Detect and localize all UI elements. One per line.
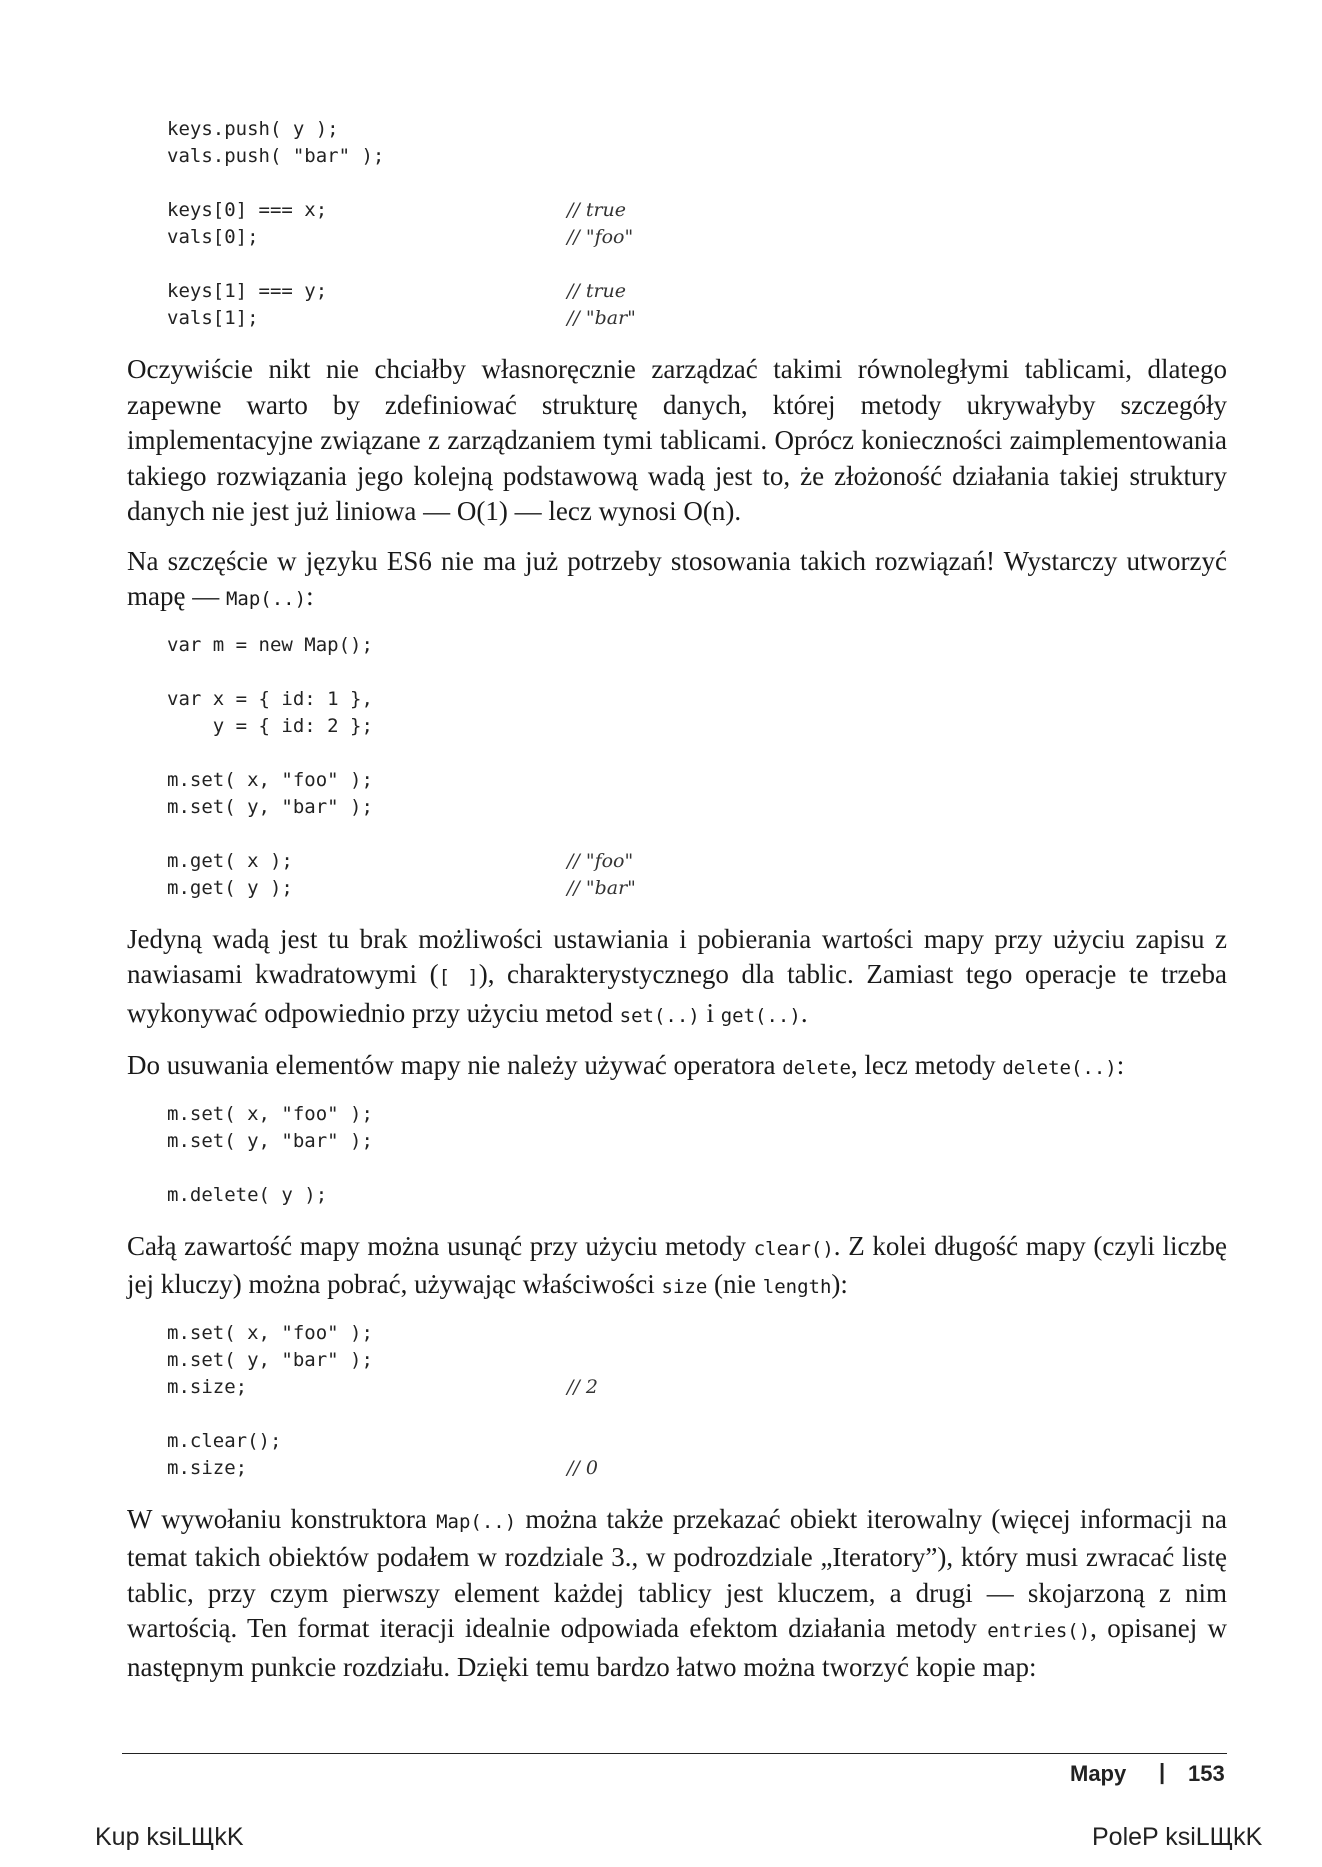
code-text: m.set( y, "bar" ); <box>167 1129 373 1152</box>
code-comment: // 0 <box>567 1456 598 1479</box>
paragraph-text: : <box>1116 1050 1125 1080</box>
code-text: m.get( x ); <box>167 849 293 872</box>
paragraph-text: , lecz metody <box>850 1050 1003 1080</box>
paragraph-text: Na szczęście w języku ES6 nie ma już potrzeby stosowania takich rozwiązań! Wystarczy utworzyć mapę — <box>127 545 1227 611</box>
code-line <box>167 659 1227 686</box>
paragraph <box>127 1048 1227 1087</box>
paragraph-text: można także przekazać obiekt iterowalny (więcej informacji na temat takich obiektów podałem w rozdziale 3., w podrozdziale „Iteratory”), który musi zwracać listę tablic, przy czym pierwszy element każdej tablicy jest kluczem, a drugi — skojarzoną z nim wartością. Ten format iteracji idealnie odpowiada efektom działania metody <box>127 1503 1227 1643</box>
code-text: m.set( x, "foo" ); <box>167 768 373 791</box>
code-text: m.size; <box>167 1456 248 1479</box>
paragraph <box>127 1502 1227 1686</box>
page-content <box>127 116 1227 1685</box>
code-line <box>167 278 1227 305</box>
code-block <box>167 116 1227 332</box>
code-text: m.size; <box>167 1375 248 1398</box>
code-text: m.get( y ); <box>167 876 293 899</box>
code-line <box>167 1455 1227 1482</box>
code-line <box>167 197 1227 224</box>
code-line <box>167 767 1227 794</box>
paragraph-text: Jedyną wadą jest tu brak możliwości ustawiania i pobierania wartości mapy przy użyciu zapisu z nawiasami kwadratowymi ( <box>127 923 1227 989</box>
code-line <box>167 713 1227 740</box>
code-text: m.set( x, "foo" ); <box>167 1102 373 1125</box>
code-line <box>167 143 1227 170</box>
inline-code: [ ] <box>438 966 479 988</box>
buy-book-link[interactable]: Kup ksiLЩkK <box>95 1823 244 1851</box>
code-text: m.clear(); <box>167 1429 282 1452</box>
code-line <box>167 1320 1227 1347</box>
code-text: var m = new Map(); <box>167 633 373 656</box>
paragraph-text: . <box>800 997 808 1028</box>
paragraph-text: Do usuwania elementów mapy nie należy używać operatora <box>127 1050 783 1080</box>
code-line <box>167 1374 1227 1401</box>
footer-rule <box>122 1753 1227 1754</box>
paragraph-text: Całą zawartość mapy można usunąć przy użyciu metody <box>127 1230 754 1261</box>
code-line <box>167 1128 1227 1155</box>
inline-code: clear() <box>753 1237 834 1260</box>
inline-code: size <box>661 1276 708 1298</box>
code-line <box>167 170 1227 197</box>
paragraph <box>127 922 1227 1035</box>
code-line <box>167 305 1227 332</box>
code-line <box>167 224 1227 251</box>
inline-code: Map(..) <box>225 588 307 610</box>
paragraph <box>127 544 1227 618</box>
code-line <box>167 1182 1227 1209</box>
code-text: m.delete( y ); <box>167 1183 328 1206</box>
inline-code: delete(..) <box>1002 1057 1117 1079</box>
paragraph <box>127 1229 1227 1306</box>
footer-separator: | <box>1159 1759 1166 1784</box>
inline-code: delete <box>782 1057 851 1079</box>
code-line <box>167 1401 1227 1428</box>
code-line <box>167 848 1227 875</box>
paragraph-text: Oczywiście nikt nie chciałby własnoręcznie zarządzać takimi równoległymi tablicami, dlatego zapewne warto by zdefiniować strukturę danych, której metody ukrywałyby szczegóły implementacyjne związane z zarządzaniem tymi tablicami. Oprócz konieczności zaimplementowania takiego rozwiązania jego kolejną podstawową wadą jest to, że złożoność działania takiej struktury danych nie jest już liniowa — O(1) — lecz wynosi O(n). <box>127 354 1227 526</box>
code-line <box>167 1347 1227 1374</box>
code-text: vals[1]; <box>167 307 259 329</box>
code-text: m.set( y, "bar" ); <box>167 1348 373 1371</box>
code-line <box>167 1155 1227 1182</box>
footer-section-title: Mapy <box>1070 1761 1127 1786</box>
code-comment: // "bar" <box>567 876 636 899</box>
paragraph-text: , opisanej w następnym punkcie rozdziału. Dzięki temu bardzo łatwo można tworzyć kopie map: <box>127 1613 1227 1682</box>
code-text: keys.push( y ); <box>167 118 339 140</box>
code-line <box>167 251 1227 278</box>
code-line <box>167 821 1227 848</box>
paragraph-text: i <box>699 997 721 1028</box>
code-text: m.set( x, "foo" ); <box>167 1321 373 1344</box>
code-comment: // 2 <box>567 1375 598 1398</box>
code-text: m.set( y, "bar" ); <box>167 795 373 818</box>
inline-code: entries() <box>987 1620 1091 1642</box>
paragraph-text: . Z kolei długość mapy (czyli liczbę jej kluczy) można pobrać, używając właściwości <box>127 1230 1227 1299</box>
code-line <box>167 1101 1227 1128</box>
code-line <box>167 116 1227 143</box>
paragraph-text: W wywołaniu konstruktora <box>127 1503 437 1534</box>
code-line <box>167 740 1227 767</box>
code-line <box>167 794 1227 821</box>
code-text: vals[0]; <box>167 226 259 248</box>
code-line <box>167 1428 1227 1455</box>
code-comment: // true <box>567 199 627 221</box>
paragraph <box>127 352 1227 530</box>
inline-code: length <box>762 1276 832 1298</box>
inline-code: Map(..) <box>436 1510 517 1533</box>
code-comment: // true <box>567 280 627 302</box>
code-text: keys[1] === y; <box>167 280 328 302</box>
recommend-book-link[interactable]: PoleP ksiLЩkK <box>1092 1823 1263 1851</box>
code-text: y = { id: 2 }; <box>167 714 373 737</box>
paragraph-text: ), charakterystycznego dla tablic. Zamiast tego operacje te trzeba wykonywać odpowiednio przy użyciu metod <box>127 959 1227 1028</box>
paragraph-text: : <box>306 581 314 611</box>
code-text: vals.push( "bar" ); <box>167 145 385 167</box>
paragraph-text: ): <box>831 1269 848 1299</box>
code-comment: // "foo" <box>567 849 634 872</box>
inline-code: set(..) <box>619 1004 700 1027</box>
code-line <box>167 686 1227 713</box>
inline-code: get(..) <box>720 1004 801 1027</box>
code-line <box>167 632 1227 659</box>
code-text: keys[0] === x; <box>167 199 328 221</box>
code-text: var x = { id: 1 }, <box>167 687 373 710</box>
code-block <box>167 1320 1227 1482</box>
code-comment: // "bar" <box>567 307 636 329</box>
code-line <box>167 875 1227 902</box>
paragraph-text: (nie <box>707 1269 763 1299</box>
code-comment: // "foo" <box>567 226 634 248</box>
page-number: 153 <box>1188 1761 1225 1786</box>
code-block <box>167 1101 1227 1209</box>
code-block <box>167 632 1227 902</box>
